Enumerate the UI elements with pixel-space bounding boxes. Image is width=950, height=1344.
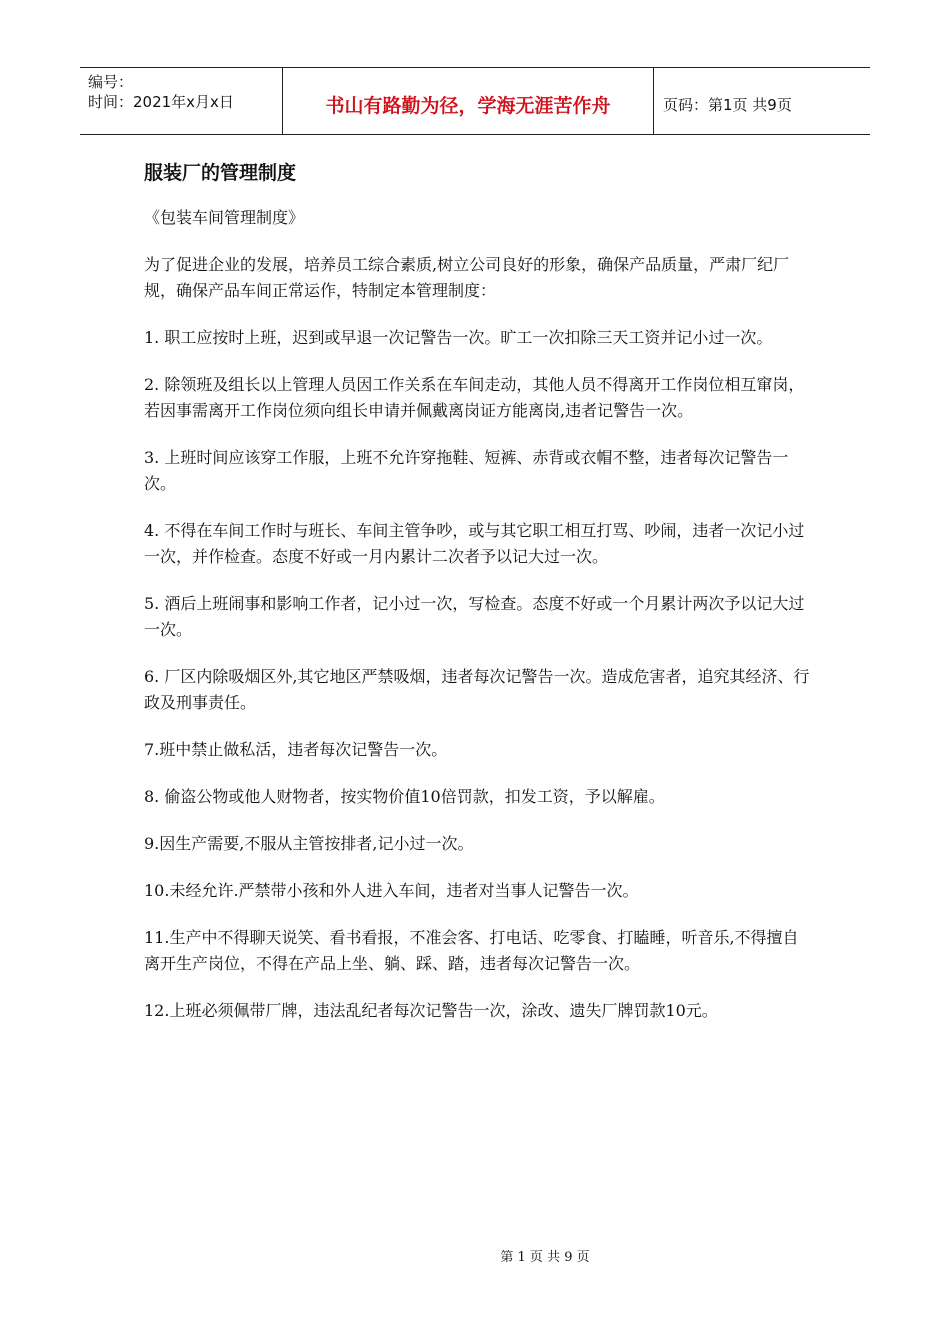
rule-item: 1. 职工应按时上班，迟到或早退一次记警告一次。旷工一次扣除三天工资并记小过一次。 [144, 328, 773, 347]
document-date: 时间：2021年x月x日 [88, 93, 234, 111]
rule-item: 7.班中禁止做私活，违者每次记警告一次。 [144, 740, 448, 759]
page-footer [0, 1246, 950, 1265]
motto-text: 书山有路勤为径，学海无涯苦作舟 [325, 94, 611, 117]
rule-item: 5. 酒后上班闹事和影响工作者，记小过一次，写检查。态度不好或一个月累计两次予以记大过一次。 [144, 594, 805, 639]
rule-item: 3. 上班时间应该穿工作服，上班不允许穿拖鞋、短裤、赤背或衣帽不整，违者每次记警告一次。 [144, 448, 789, 493]
rule-item: 11.生产中不得聊天说笑、看书看报，不准会客、打电话、吃零食、打瞌睡，听音乐,不得擅自离开生产岗位，不得在产品上坐、躺、踩、踏，违者每次记警告一次。 [144, 928, 799, 973]
rule-item: 9.因生产需要,不服从主管按排者,记小过一次。 [144, 834, 474, 853]
rule-item: 10.未经允许.严禁带小孩和外人进入车间，违者对当事人记警告一次。 [144, 881, 639, 900]
header-motto-cell [283, 68, 654, 134]
rule-item: 6. 厂区内除吸烟区外,其它地区严禁吸烟，违者每次记警告一次。造成危害者，追究其经济、行政及刑事责任。 [144, 667, 810, 712]
intro-paragraph: 为了促进企业的发展，培养员工综合素质,树立公司良好的形象，确保产品质量，严肃厂纪厂规，确保产品车间正常运作，特制定本管理制度： [144, 255, 790, 300]
rule-item: 8. 偷盗公物或他人财物者，按实物价值10倍罚款，扣发工资，予以解雇。 [144, 787, 665, 806]
page-info: 页码：第1页 共9页 [663, 95, 792, 114]
document-number-label: 编号： [88, 73, 134, 91]
header-table [80, 67, 870, 135]
header-page-cell [654, 68, 870, 134]
rule-item: 12.上班必须佩带厂牌，违法乱纪者每次记警告一次，涂改、遗失厂牌罚款10元。 [144, 1001, 718, 1020]
document-title: 服装厂的管理制度 [144, 162, 297, 184]
header-meta-cell [80, 68, 283, 134]
footer-page-number: 第 1 页 共 9 页 [500, 1250, 590, 1265]
rule-item: 2. 除领班及组长以上管理人员因工作关系在车间走动，其他人员不得离开工作岗位相互窜岗，若因事需离开工作岗位须向组长申请并佩戴离岗证方能离岗,违者记警告一次。 [144, 375, 805, 420]
rule-item: 4. 不得在车间工作时与班长、车间主管争吵，或与其它职工相互打骂、吵闹，违者一次记小过一次，并作检查。态度不好或一月内累计二次者予以记大过一次。 [144, 521, 805, 566]
document-body [144, 205, 814, 1045]
document-subtitle: 《包装车间管理制度》 [144, 208, 305, 227]
